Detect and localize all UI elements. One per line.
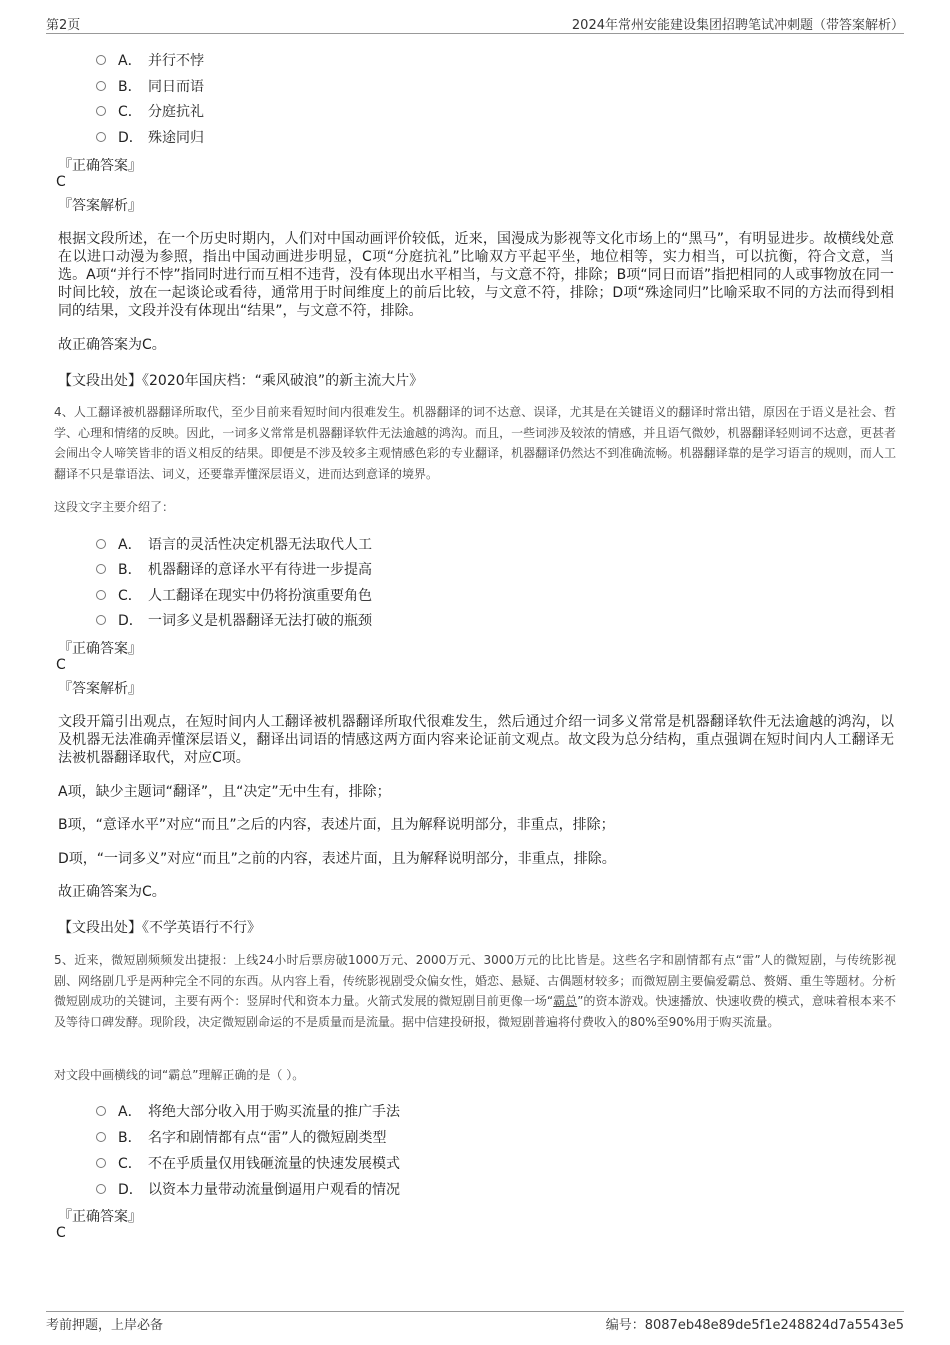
q4-source: 【文段出处】《不学英语行不行》 xyxy=(58,920,261,936)
q4-option-c[interactable]: C． 人工翻译在现实中仍将扮演重要角色 xyxy=(96,585,372,605)
header-divider xyxy=(46,33,904,34)
radio-icon[interactable] xyxy=(96,55,106,65)
radio-icon[interactable] xyxy=(96,81,106,91)
radio-icon[interactable] xyxy=(96,132,106,142)
q5-answer: C xyxy=(56,1225,66,1241)
radio-icon[interactable] xyxy=(96,106,106,116)
q5-option-c[interactable]: C． 不在乎质量仅用钱砸流量的快速发展模式 xyxy=(96,1153,400,1173)
q5-option-b[interactable]: B． 名字和剧情都有点“雷”人的微短剧类型 xyxy=(96,1127,387,1147)
document-code: 编号：8087eb48e89de5f1e248824d7a5543e5 xyxy=(605,1318,904,1333)
q3-conclusion: 故正确答案为C。 xyxy=(58,337,166,353)
radio-icon[interactable] xyxy=(96,1132,106,1142)
radio-icon[interactable] xyxy=(96,1106,106,1116)
radio-icon[interactable] xyxy=(96,539,106,549)
q4-prompt: 这段文字主要介绍了： xyxy=(54,500,175,514)
footer-slogan: 考前押题，上岸必备 xyxy=(46,1318,164,1333)
q3-answer-label: 『正确答案』 xyxy=(58,158,142,174)
q5-option-a[interactable]: A． 将绝大部分收入用于购买流量的推广手法 xyxy=(96,1101,400,1121)
q5-answer-label: 『正确答案』 xyxy=(58,1209,142,1225)
q4-option-d[interactable]: D． 一词多义是机器翻译无法打破的瓶颈 xyxy=(96,610,372,630)
underlined-term: 霸总 xyxy=(553,994,578,1008)
q4-option-b-note: B项，“意译水平”对应“而且”之后的内容，表述片面，且为解释说明部分，非重点，排除； xyxy=(58,817,615,833)
q4-option-b[interactable]: B． 机器翻译的意译水平有待进一步提高 xyxy=(96,559,372,579)
q3-analysis: 根据文段所述，在一个历史时期内，人们对中国动画评价较低，近来，国漫成为影视等文化市场上的“黑马”，有明显进步。故横线处意在以进口动漫为参照，指出中国动画进步明显，C项“分庭抗礼”比喻双方平起平坐，地位相等，实力相当，可以抗衡，符合文意，当选。A项“并行不悖”指同时进行而互相不违背，没有体现出水平相当，与文意不符，排除；B项“同日而语”指把相同的人或事物放在同一时间比较，放在一起谈论或看待，通常用于时间维度上的前后比较，与文意不符，排除；D项“殊途同归”比喻采取不同的方法而得到相同的结果，文段并没有体现出“结果”，与文意不符，排除。 xyxy=(58,231,894,319)
q4-answer: C xyxy=(56,657,66,673)
q4-passage: 4、人工翻译被机器翻译所取代，至少目前来看短时间内很难发生。机器翻译的词不达意、误译，尤其是在关键语义的翻译时常出错，原因在于语义是社会、哲学、心理和情绪的反映。因此，一词多义常常是机器翻译软件无法逾越的鸿沟。而且，一些词涉及较浓的情感，并且语气微妙，机器翻译轻则词不达意，更甚者会闹出令人啼笑皆非的语义相反的结果。即便是不涉及较多主观情感色彩的专业翻译，机器翻译仍然达不到准确流畅。机器翻译靠的是学习语言的规则，而人工翻译不只是靠语法、词义，还要靠弄懂深层语义，进而达到意译的境界。 xyxy=(54,405,896,481)
q3-source: 【文段出处】《2020年国庆档：“乘风破浪”的新主流大片》 xyxy=(58,373,424,389)
page-number: 第2页 xyxy=(46,18,81,33)
q3-answer: C xyxy=(56,174,66,190)
q4-option-a[interactable]: A． 语言的灵活性决定机器无法取代人工 xyxy=(96,534,372,554)
q5-option-d[interactable]: D． 以资本力量带动流量倒逼用户观看的情况 xyxy=(96,1179,400,1199)
q4-answer-label: 『正确答案』 xyxy=(58,641,142,657)
document-title: 2024年常州安能建设集团招聘笔试冲刺题（带答案解析） xyxy=(571,18,904,33)
q5-passage: 5、近来，微短剧频频发出捷报：上线24小时后票房破1000万元、2000万元、3000万元的比比皆是。这些名字和剧情都有点“雷”人的微短剧，与传统影视剧、网络剧几乎是两种完全不同的东西。从内容上看，传统影视剧受众偏女性，婚恋、悬疑、古偶题材较多；而微短剧主要偏爱霸总、赘婿、重生等题材。分析微短剧成功的关键词，主要有两个：竖屏时代和资本力量。火箭式发展的微短剧目前更像一场“霸总”的资本游戏。快速播放、快速收费的模式，意味着根本来不及等待口碑发酵。现阶段，决定微短剧命运的不是质量而是流量。据中信建投研报，微短剧普遍将付费收入的80%至90%用于购买流量。 xyxy=(54,953,896,1029)
q4-analysis-label: 『答案解析』 xyxy=(58,681,142,697)
radio-icon[interactable] xyxy=(96,1184,106,1194)
footer-divider xyxy=(46,1311,904,1312)
radio-icon[interactable] xyxy=(96,1158,106,1168)
q3-option-c[interactable]: C． 分庭抗礼 xyxy=(96,101,204,121)
q4-conclusion: 故正确答案为C。 xyxy=(58,884,166,900)
q3-option-b[interactable]: B． 同日而语 xyxy=(96,76,204,96)
radio-icon[interactable] xyxy=(96,590,106,600)
q3-option-a[interactable]: A． 并行不悖 xyxy=(96,50,204,70)
q3-analysis-label: 『答案解析』 xyxy=(58,198,142,214)
q3-option-d[interactable]: D． 殊途同归 xyxy=(96,127,204,147)
q4-analysis: 文段开篇引出观点，在短时间内人工翻译被机器翻译所取代很难发生，然后通过介绍一词多义常常是机器翻译软件无法逾越的鸿沟，以及机器无法准确弄懂深层语义，翻译出词语的情感这两方面内容来论证前文观点。故文段为总分结构，重点强调在短时间内人工翻译无法被机器翻译取代，对应C项。 xyxy=(58,714,894,766)
q5-prompt: 对文段中画横线的词“霸总”理解正确的是（ ）。 xyxy=(54,1068,305,1082)
radio-icon[interactable] xyxy=(96,564,106,574)
radio-icon[interactable] xyxy=(96,615,106,625)
q4-option-a-note: A项，缺少主题词“翻译”，且“决定”无中生有，排除； xyxy=(58,784,391,800)
q4-option-d-note: D项，“一词多义”对应“而且”之前的内容，表述片面，且为解释说明部分，非重点，排除。 xyxy=(58,851,616,867)
